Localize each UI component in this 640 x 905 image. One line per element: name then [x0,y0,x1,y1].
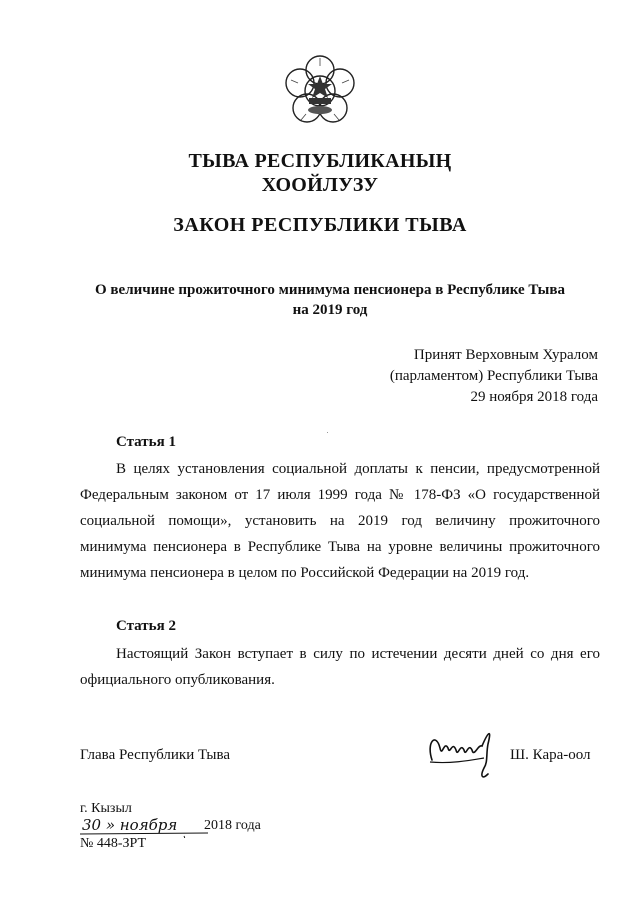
article-1-line: В целях установления социальной доплаты к пенсии, предусмотренной [116,461,600,477]
coat-of-arms-emblem [279,50,361,132]
adopted-by: Принят Верховным Хуралом [413,347,598,363]
article-1-line: минимума пенсионера в целом по Российской Федерации на 2019 год. [80,565,530,581]
law-number: № 448-ЗРТ [80,836,147,851]
adopted-date: 29 ноября 2018 года [470,389,598,405]
handwritten-signature [422,722,504,782]
handwritten-date [80,812,220,838]
handwritten-date-text: 30 » ноября [82,816,178,834]
article-1-heading: Статья 1 [116,434,176,450]
signer-name: Ш. Кара-оол [510,747,591,763]
article-2-line: официального опубликования. [80,672,275,688]
article-1-line: минимума пенсионера в Республике Тыва на уровне величины прожиточного [80,539,600,555]
article-1-line: социальной помощи», установить на 2019 год величину прожиточного [80,513,600,529]
date-year: 2018 года [204,818,261,833]
header-title-tuvan: ТЫВА РЕСПУБЛИКАНЫҢ [188,150,452,172]
header-subtitle-tuvan: ХООЙЛУЗУ [261,174,379,196]
article-1-line: Федеральным законом от 17 июля 1999 года № 178-ФЗ «О государственной [80,487,600,503]
law-title-line2: на 2019 год [292,302,368,318]
signing-city: г. Кызыл [80,801,132,816]
header-title-russian: ЗАКОН РЕСПУБЛИКИ ТЫВА [173,214,467,236]
adopted-parliament: (парламентом) Республики Тыва [389,368,598,384]
signer-position: Глава Республики Тыва [80,747,231,763]
article-2-line: Настоящий Закон вступает в силу по истечении десяти дней со дня его [116,646,600,662]
article-2-heading: Статья 2 [116,618,176,634]
law-title-line1: О величине прожиточного минимума пенсионера в Республике Тыва [95,282,565,298]
scan-speck [327,432,328,433]
